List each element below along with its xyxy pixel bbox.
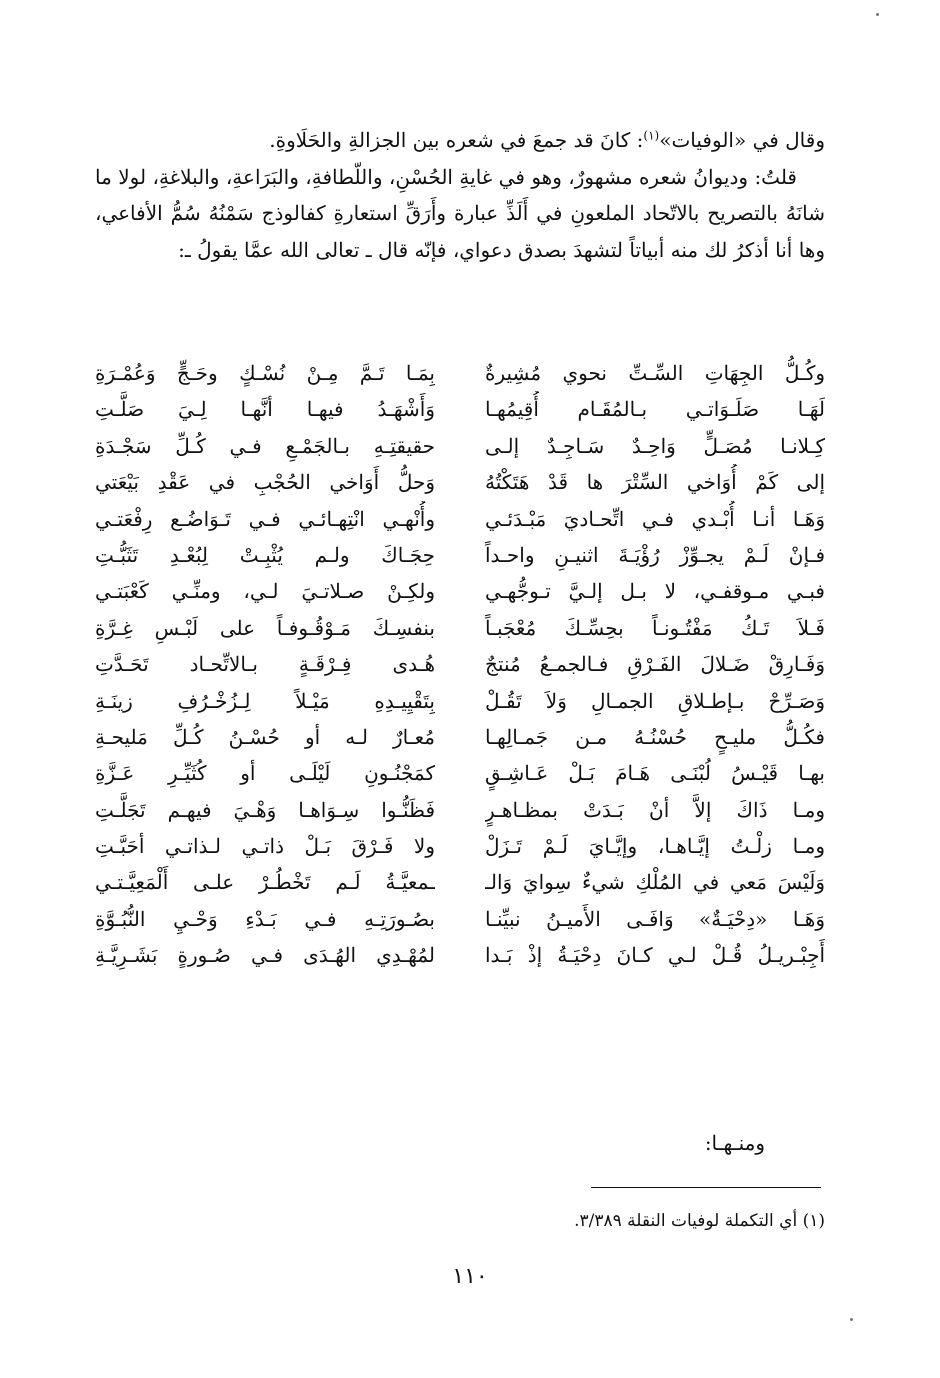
verse-first-hemistich: بهـا قَيْـسُ لُبْنَـى هَـامَ بَـلْ عَـاشِـقٍ [485, 761, 825, 786]
verse-first-hemistich: وَهَـا أنـا أُبْـدي فـي اتِّحـاديَ مَبْـدَئـي [485, 506, 825, 531]
verse-second-hemistich: وَحلُّ أَوَاخي الحُجْبِ في عَقْدِ بَيْعَتي [95, 470, 435, 495]
verse-second-hemistich: لمُهْـدِي الهُـدَى فـي صُـورةٍ بَشَـرِيَّـةِ [95, 943, 435, 968]
verse-line [95, 646, 825, 682]
verse-line [95, 937, 825, 973]
verse-first-hemistich: وَصَـرِّحْ بـإطـلاقِ الجمـالِ وَلاَ تَقُـلْ [485, 688, 825, 713]
verse-first-hemistich: فبـي مـوقفـي، لا بـل إلـيَّ تـوجُّهـي [485, 579, 825, 604]
verse-line [95, 355, 825, 391]
poem [95, 355, 825, 974]
verse-second-hemistich: ولا فَـرْقَ بَـلْ ذاتـي لـذاتـي أحَبَّـتِ [95, 834, 435, 859]
page-number: ١١٠ [452, 1264, 488, 1289]
scan-speck [876, 13, 879, 16]
verse-first-hemistich: وَفَـارِقْ ضَـلالَ الفَـرْقِ فـالجمـعُ مُنتجٌ [485, 652, 825, 677]
verse-line [95, 610, 825, 646]
verse-second-hemistich: هُـدى فِـرْقَـةٍ بـالاتِّحـاد تَحَـدَّتِ [95, 652, 435, 677]
verse-second-hemistich: فَظَنُّـوا سِـوَاهـا وَهْـيَ فيهـم تَجَلَّـتِ [95, 797, 435, 822]
verse-second-hemistich: ـمعيَّـةُ لَـم تَخْطُـرْ علـى أَلْمَعِيَّـتـي [95, 870, 435, 895]
verse-first-hemistich: فكُـلُّ مليـحٍ حُسْنُـهُ مـن جَمـالِهـا [485, 724, 825, 749]
verse-second-hemistich: مُعـارٌ لـه أو حُسْـنُ كُـلِّ مَليحـةِ [95, 724, 435, 749]
verse-second-hemistich: بِمَـا تَـمَّ مِـنْ نُسْـكٍ وحَـجٍّ وَعُمْـرَةِ [95, 361, 435, 385]
verse-line [95, 901, 825, 937]
verse-second-hemistich: ولكِـنْ صـلاتـيَ لـي، ومنِّـي كَعْبَتـي [95, 579, 435, 604]
verse-second-hemistich: بنفسِـكَ مَـوْقُـوفـاً على لَبْـسِ غِـرَّةِ [95, 615, 435, 640]
verse-line [95, 501, 825, 537]
section-marker: ومنـهـا: [704, 1131, 765, 1155]
paragraph-1-text-end: : كانَ قد جمعَ في شعره بين الجزالةِ والحَلَاوةِ. [269, 128, 644, 152]
verse-second-hemistich: كمَجْنُـونِ لَيْلَـى أو كُثَيِّـرِ عَـزَّةِ [95, 761, 435, 786]
verse-second-hemistich: وأُنْهـي انْتِهـائـي فـي تَـوَاضُـع رِفْعَتـي [95, 506, 435, 531]
verse-line [95, 573, 825, 609]
paragraph-2: قلتُ: وديوانُ شعره مشهورٌ، وهو في غايةِ الحُسْنِ، واللّطافةِ، والبَرَاعةِ، والبلاغةِ، لولا ما شانَهُ بالتصريح بالاتّحاد الملعونِ في أَلَذِّ عبارة وأَرَقِّ استعارةِ كفالوذج سَمْنُهُ سُمُّ الأفاعي، وها أنا أذكرُ لك منه أبياتاً لتشهدَ بصدق دعواي، فإنّه قال ـ تعالى الله عمَّا يقولُ ـ: [95, 164, 825, 262]
footnote-divider [591, 1187, 821, 1188]
footnote-reference: (١) [643, 128, 660, 143]
verse-line [95, 792, 825, 828]
verse-first-hemistich: وَلَيْسَ مَعي في المُلْكِ شيءٌ سِوايَ وَالـ [485, 870, 825, 895]
verse-second-hemistich: حِجَـاكَ ولـم يُثْبِـتْ لِبُعْـدِ تَثَبُّـتِ [95, 542, 435, 567]
verse-line [95, 428, 825, 464]
verse-second-hemistich: بِتَقْيِيـدِهِ مَيْـلاً لِـزُخْـرُفِ زينَـةِ [95, 688, 435, 713]
footnote: (١) أي التكملة لوفيات النقلة ٣/٣٨٩. [574, 1211, 825, 1231]
verse-first-hemistich: أَجِبْـريـلُ قُـلْ لـي كـانَ دِحْيَـةُ إذْ بَـدا [485, 943, 825, 968]
verse-line [95, 391, 825, 427]
verse-first-hemistich: لَهَـا صَلَـوَاتـي بـالمُقَـام أُقِيمُهـا [485, 397, 825, 422]
verse-second-hemistich: حقيقتِـهِ بـالجَمْـعِ فـي كُـلِّ سَجْـدَةِ [95, 433, 435, 458]
scan-speck [850, 1318, 853, 1321]
verse-second-hemistich: وَأَشْهَـدُ فيهـا أنَّهـا لِـيَ صَلَّـتِ [95, 397, 435, 422]
verse-first-hemistich: وكُـلُّ الجِهَاتِ السِّـتِّ نحوي مُشِيرةٌ [485, 361, 825, 385]
verse-line [95, 537, 825, 573]
paragraph-1 [95, 122, 825, 159]
verse-first-hemistich: فَـلاَ تَـكُ مَفْتُـونـاً بحِسِّـكَ مُعْجَبـاً [485, 615, 825, 640]
prose-block [95, 122, 825, 268]
verse-first-hemistich: ومـا ذَاكَ إلاَّ أنْ بَـدَتْ بمظـاهـرٍ [485, 797, 825, 822]
verse-line [95, 755, 825, 791]
verse-line [95, 464, 825, 500]
verse-second-hemistich: بصُـورَتِـهِ فـي بَـدْءِ وَحْـيِ النُّبُـوَّةِ [95, 906, 435, 931]
verse-line [95, 864, 825, 900]
verse-first-hemistich: كِـلانـا مُصَـلٍّ وَاحِـدٌ سَـاجِـدٌ إلـى [485, 433, 825, 458]
verse-first-hemistich: ومـا زلْـتُ إيَّـاهـا، وإيَّـايَ لَـمْ تَـزَلْ [485, 834, 825, 859]
paragraph-1-text: وقال في «الوفيات» [659, 128, 825, 152]
verse-first-hemistich: إلى كَمْ أُوَاخي السِّتْرَ ها قَدْ هَتَكْتُهُ [485, 470, 825, 495]
verse-line [95, 683, 825, 719]
verse-line [95, 719, 825, 755]
verse-first-hemistich: وَهَـا «دِحْيَـةٌ» وَافَـى الأَميـنُ نبيِّنـا [485, 906, 825, 931]
verse-line [95, 828, 825, 864]
verse-first-hemistich: فـإنْ لَـمْ يجـوِّزْ رُؤْيَـةَ اثنيـنِ واحـداً [485, 542, 825, 567]
